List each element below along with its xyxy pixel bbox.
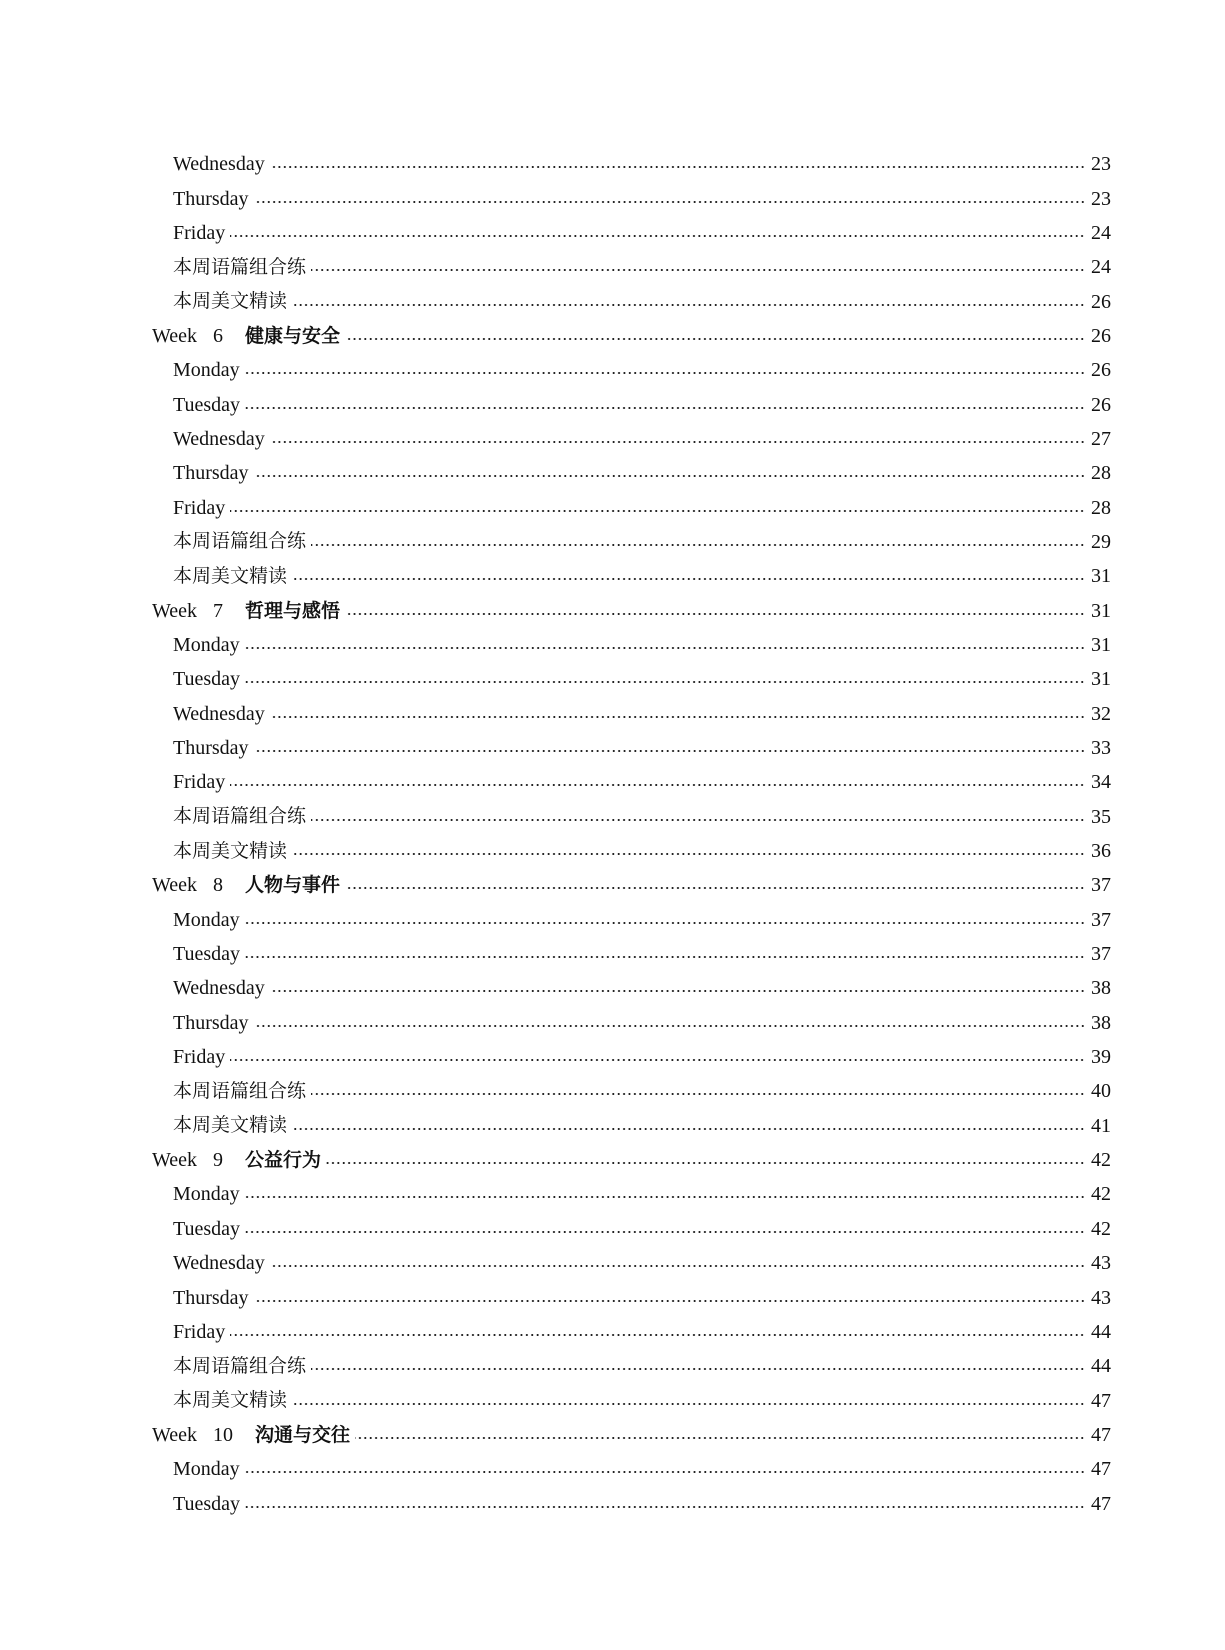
page-number: 31: [1091, 633, 1111, 656]
toc-entry-thursday[interactable]: [0, 1006, 1225, 1040]
dot-leader: [311, 1090, 1085, 1098]
page-number: 40: [1091, 1080, 1111, 1103]
toc-entry-weekly-section[interactable]: [0, 1109, 1225, 1143]
week-word: Week: [152, 1149, 198, 1172]
week-number: 9: [213, 1149, 224, 1172]
page-number: 23: [1091, 153, 1111, 176]
dot-leader: [311, 541, 1085, 549]
week-word: Week: [152, 874, 198, 897]
dot-leader: [230, 1331, 1085, 1339]
week-word: Week: [152, 324, 198, 347]
dot-leader: [292, 575, 1085, 583]
week-word: Week: [152, 1423, 198, 1446]
toc-entry-weekly-section[interactable]: [0, 525, 1225, 559]
dot-leader: [311, 266, 1085, 274]
page-number: 28: [1091, 462, 1111, 485]
page-number: 28: [1091, 496, 1111, 519]
page-number: 32: [1091, 702, 1111, 725]
page-number: 44: [1091, 1320, 1111, 1343]
toc-week-heading[interactable]: [0, 1418, 1225, 1452]
toc-entry-wednesday[interactable]: [0, 147, 1225, 181]
dot-leader: [230, 781, 1085, 789]
toc-entry-label: Wednesday: [173, 702, 265, 725]
toc-entry-weekly-section[interactable]: [0, 834, 1225, 868]
page-number: 34: [1091, 771, 1111, 794]
dot-leader: [230, 507, 1085, 515]
toc-entry-label: 本周美文精读: [173, 839, 288, 862]
page-number: 26: [1091, 290, 1111, 313]
week-topic: 人物与事件: [245, 874, 341, 897]
toc-entry-weekly-section[interactable]: [0, 559, 1225, 593]
dot-leader: [245, 1228, 1085, 1236]
page-number: 42: [1091, 1183, 1111, 1206]
page-number: 43: [1091, 1252, 1111, 1275]
toc-entry-label: Tuesday: [173, 393, 241, 416]
toc-entry-tuesday[interactable]: [0, 1486, 1225, 1520]
toc-entry-label: Monday: [173, 359, 240, 382]
page-number: 24: [1091, 256, 1111, 279]
toc-week-heading[interactable]: [0, 1143, 1225, 1177]
toc-entry-label: Monday: [173, 908, 240, 931]
dot-leader: [245, 404, 1085, 412]
page-number: 26: [1091, 393, 1111, 416]
page-number: 35: [1091, 805, 1111, 828]
page-number: 31: [1091, 599, 1111, 622]
page-number: 38: [1091, 977, 1111, 1000]
dot-leader: [245, 644, 1085, 652]
dot-leader: [345, 335, 1085, 343]
page-number: 47: [1091, 1423, 1111, 1446]
toc-entry-weekly-section[interactable]: [0, 250, 1225, 284]
toc-entry-tuesday[interactable]: [0, 662, 1225, 696]
toc-week-label: [152, 326, 340, 346]
page-number: 37: [1091, 908, 1111, 931]
toc-entry-label: Thursday: [173, 1011, 249, 1034]
dot-leader: [245, 953, 1085, 961]
dot-leader: [245, 678, 1085, 686]
dot-leader: [254, 1022, 1085, 1030]
toc-entry-tuesday[interactable]: [0, 387, 1225, 421]
dot-leader: [230, 232, 1085, 240]
dot-leader: [311, 816, 1085, 824]
toc-entry-friday[interactable]: [0, 490, 1225, 524]
toc-week-heading[interactable]: [0, 593, 1225, 627]
page-number: 42: [1091, 1217, 1111, 1240]
toc-entry-wednesday[interactable]: [0, 1246, 1225, 1280]
toc-entry-label: 本周语篇组合练: [173, 805, 307, 828]
week-word: Week: [152, 599, 198, 622]
toc-entry-label: Monday: [173, 1183, 240, 1206]
toc-entry-label: 本周美文精读: [173, 1114, 288, 1137]
toc-entry-label: 本周语篇组合练: [173, 255, 307, 278]
toc-week-label: [152, 1425, 350, 1445]
toc-entry-wednesday[interactable]: [0, 697, 1225, 731]
toc-entry-label: Friday: [173, 771, 226, 794]
toc-entry-label: Wednesday: [173, 1252, 265, 1275]
dot-leader: [345, 884, 1085, 892]
toc-entry-label: Monday: [173, 633, 240, 656]
page-number: 37: [1091, 943, 1111, 966]
dot-leader: [270, 713, 1085, 721]
page-number: 31: [1091, 565, 1111, 588]
week-number: 8: [213, 874, 224, 897]
toc-entry-weekly-section[interactable]: [0, 800, 1225, 834]
page-number: 31: [1091, 668, 1111, 691]
toc-entry-label: Monday: [173, 1458, 240, 1481]
page-number: 44: [1091, 1355, 1111, 1378]
dot-leader: [270, 163, 1085, 171]
toc-week-label: [152, 875, 340, 895]
week-topic: 沟通与交往: [255, 1423, 351, 1446]
toc-entry-label: Tuesday: [173, 668, 241, 691]
toc-entry-friday[interactable]: [0, 1315, 1225, 1349]
page-number: 42: [1091, 1149, 1111, 1172]
week-topic: 公益行为: [245, 1149, 322, 1172]
toc-week-label: [152, 1150, 321, 1170]
dot-leader: [254, 472, 1085, 480]
toc-entry-tuesday[interactable]: [0, 937, 1225, 971]
table-of-contents: [0, 147, 1225, 1521]
toc-entry-label: 本周语篇组合练: [173, 1354, 307, 1377]
toc-entry-label: 本周语篇组合练: [173, 1079, 307, 1102]
week-number: 10: [213, 1423, 234, 1446]
toc-week-label: [152, 601, 340, 621]
toc-entry-label: Wednesday: [173, 153, 265, 176]
week-topic: 健康与安全: [245, 324, 341, 347]
week-topic: 哲理与感悟: [245, 599, 341, 622]
dot-leader: [292, 301, 1085, 309]
page-number: 39: [1091, 1046, 1111, 1069]
page-number: 38: [1091, 1011, 1111, 1034]
page-number: 29: [1091, 530, 1111, 553]
toc-entry-wednesday[interactable]: [0, 971, 1225, 1005]
dot-leader: [230, 1056, 1085, 1064]
dot-leader: [355, 1434, 1085, 1442]
toc-entry-label: Tuesday: [173, 943, 241, 966]
page-number: 36: [1091, 840, 1111, 863]
dot-leader: [311, 1365, 1085, 1373]
page-number: 41: [1091, 1114, 1111, 1137]
toc-entry-monday[interactable]: [0, 903, 1225, 937]
toc-entry-tuesday[interactable]: [0, 1212, 1225, 1246]
toc-entry-monday[interactable]: [0, 628, 1225, 662]
dot-leader: [254, 1297, 1085, 1305]
week-number: 7: [213, 599, 224, 622]
toc-entry-weekly-section[interactable]: [0, 1383, 1225, 1417]
dot-leader: [326, 1159, 1085, 1167]
toc-entry-label: Friday: [173, 1320, 226, 1343]
page-number: 47: [1091, 1389, 1111, 1412]
toc-entry-friday[interactable]: [0, 1040, 1225, 1074]
dot-leader: [292, 1125, 1085, 1133]
page-number: 47: [1091, 1492, 1111, 1515]
toc-entry-monday[interactable]: [0, 1452, 1225, 1486]
dot-leader: [345, 610, 1085, 618]
page-number: 47: [1091, 1458, 1111, 1481]
dot-leader: [245, 919, 1085, 927]
toc-entry-label: Tuesday: [173, 1492, 241, 1515]
toc-entry-label: Thursday: [173, 462, 249, 485]
dot-leader: [270, 1262, 1085, 1270]
dot-leader: [292, 850, 1085, 858]
toc-entry-thursday[interactable]: [0, 456, 1225, 490]
toc-entry-label: Friday: [173, 221, 226, 244]
toc-entry-label: Friday: [173, 1046, 226, 1069]
toc-week-heading[interactable]: [0, 319, 1225, 353]
page-number: 26: [1091, 324, 1111, 347]
page-number: 24: [1091, 221, 1111, 244]
toc-entry-friday[interactable]: [0, 765, 1225, 799]
toc-entry-wednesday[interactable]: [0, 422, 1225, 456]
dot-leader: [254, 747, 1085, 755]
toc-week-heading[interactable]: [0, 868, 1225, 902]
page-number: 27: [1091, 427, 1111, 450]
toc-entry-label: Wednesday: [173, 427, 265, 450]
toc-entry-label: 本周语篇组合练: [173, 530, 307, 553]
toc-entry-weekly-section[interactable]: [0, 284, 1225, 318]
toc-entry-label: 本周美文精读: [173, 1389, 288, 1412]
toc-entry-monday[interactable]: [0, 1177, 1225, 1211]
toc-entry-label: 本周美文精读: [173, 564, 288, 587]
toc-entry-thursday[interactable]: [0, 1280, 1225, 1314]
toc-entry-label: Tuesday: [173, 1217, 241, 1240]
toc-entry-label: Wednesday: [173, 977, 265, 1000]
page-number: 43: [1091, 1286, 1111, 1309]
dot-leader: [245, 1468, 1085, 1476]
toc-entry-friday[interactable]: [0, 216, 1225, 250]
page-number: 37: [1091, 874, 1111, 897]
dot-leader: [270, 987, 1085, 995]
toc-entry-thursday[interactable]: [0, 731, 1225, 765]
dot-leader: [254, 198, 1085, 206]
dot-leader: [245, 369, 1085, 377]
page-number: 26: [1091, 359, 1111, 382]
dot-leader: [245, 1193, 1085, 1201]
week-number: 6: [213, 324, 224, 347]
dot-leader: [245, 1503, 1085, 1511]
page-number: 23: [1091, 187, 1111, 210]
page-number: 33: [1091, 737, 1111, 760]
toc-entry-monday[interactable]: [0, 353, 1225, 387]
toc-entry-label: Thursday: [173, 187, 249, 210]
dot-leader: [270, 438, 1085, 446]
toc-entry-weekly-section[interactable]: [0, 1074, 1225, 1108]
toc-entry-label: Thursday: [173, 1286, 249, 1309]
toc-entry-label: Friday: [173, 496, 226, 519]
toc-entry-label: Thursday: [173, 737, 249, 760]
toc-entry-weekly-section[interactable]: [0, 1349, 1225, 1383]
toc-entry-thursday[interactable]: [0, 181, 1225, 215]
dot-leader: [292, 1400, 1085, 1408]
toc-entry-label: 本周美文精读: [173, 290, 288, 313]
